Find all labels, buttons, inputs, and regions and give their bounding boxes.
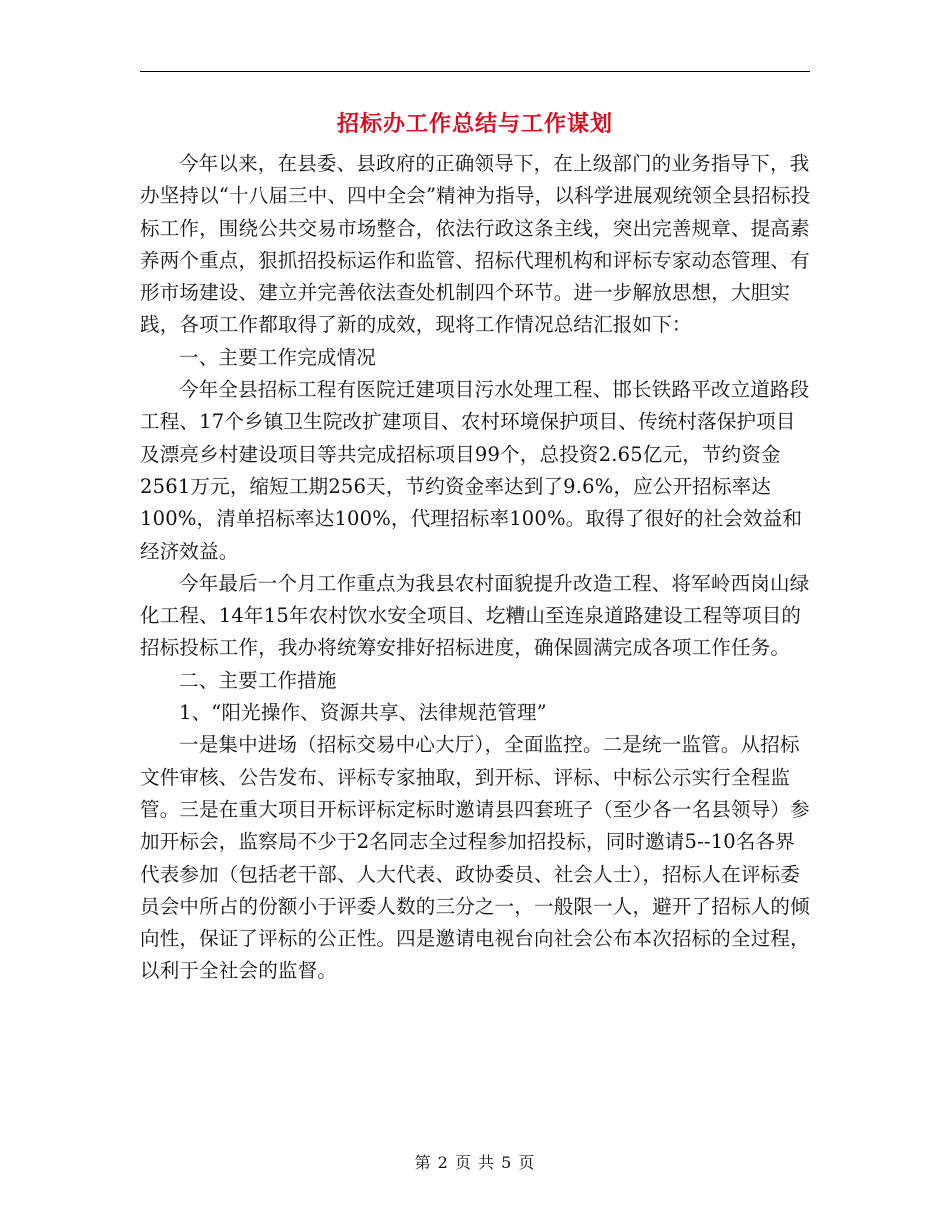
paragraph-next-month: 今年最后一个月工作重点为我县农村面貌提升改造工程、将军岭西岗山绿化工程、14年15年农村饮水安全项目、圪糟山至连泉道路建设工程等项目的招标投标工作，我办将统筹安排好招标进度，确保圆满完成各项工作任务。 bbox=[140, 571, 810, 660]
subsection-heading-1: 1、“阳光操作、资源共享、法律规范管理” bbox=[179, 701, 547, 725]
header-rule bbox=[140, 71, 810, 72]
document-body bbox=[140, 148, 812, 988]
paragraph-measures: 一是集中进场（招标交易中心大厅），全面监控。二是统一监管。从招标文件审核、公告发布、评标专家抽取，到开标、评标、中标公示实行全程监管。三是在重大项目开标评标定标时邀请县四套班子（至少各一名县领导）参加开标会，监察局不少于2名同志全过程参加招投标，同时邀请5--10名各界代表参加（包括老干部、人大代表、政协委员、社会人士），招标人在评标委员会中所占的份额小于评委人数的三分之一，一般限一人，避开了招标人的倾向性，保证了评标的公正性。四是邀请电视台向社会公布本次招标的全过程，以利于全社会的监督。 bbox=[140, 733, 810, 983]
paragraph-intro: 今年以来，在县委、县政府的正确领导下，在上级部门的业务指导下，我办坚持以“十八届三中、四中全会”精神为指导，以科学进展观统领全县招标投标工作，围绕公共交易市场整合，依法行政这条主线，突出完善规章、提高素养两个重点，狠抓招投标运作和监管、招标代理机构和评标专家动态管理、有形市场建设、建立并完善依法查处机制四个环节。进一步解放思想，大胆实践，各项工作都取得了新的成效，现将工作情况总结汇报如下： bbox=[140, 152, 811, 337]
paragraph-results: 今年全县招标工程有医院迁建项目污水处理工程、邯长铁路平改立道路段工程、17个乡镇卫生院改扩建项目、农村环境保护项目、传统村落保护项目及漂亮乡村建设项目等共完成招标项目99个，总投资2.65亿元，节约资金2561万元，缩短工期256天，节约资金率达到了9.6%，应公开招标率达100%，清单招标率达100%，代理招标率100%。取得了很好的社会效益和经济效益。 bbox=[140, 378, 810, 563]
section-heading-1: 一、主要工作完成情况 bbox=[179, 345, 377, 369]
section-heading-2: 二、主要工作措施 bbox=[179, 668, 337, 692]
document-title: 招标办工作总结与工作谋划 bbox=[336, 112, 613, 137]
page-number-footer: 第 2 页 共 5 页 bbox=[414, 1153, 536, 1172]
